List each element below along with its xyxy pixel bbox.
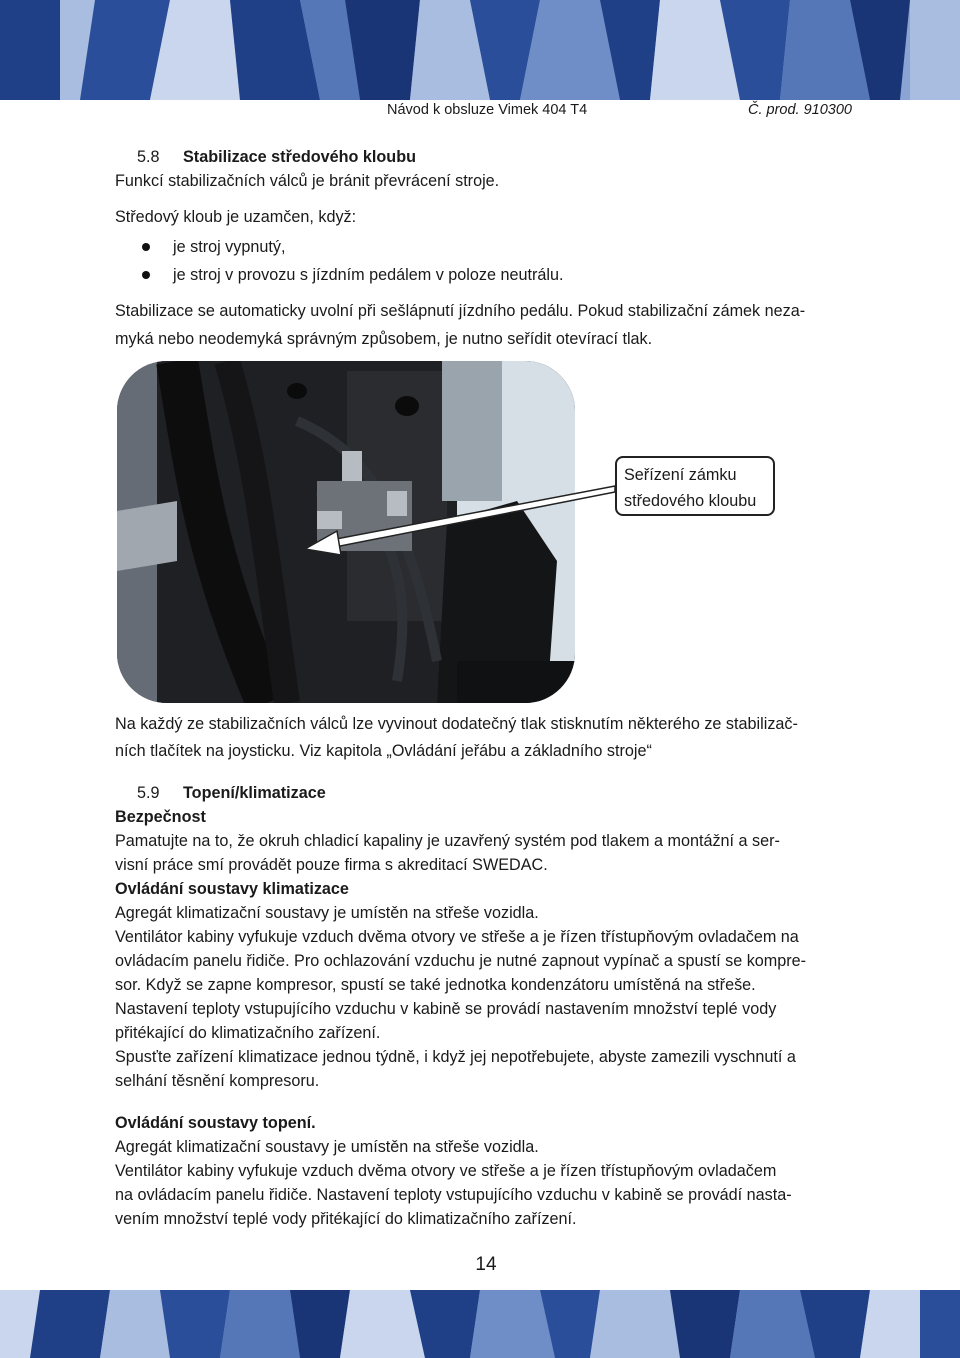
list-item: je stroj v provozu s jízdním pedálem v poloze neutrálu. (115, 261, 860, 289)
paragraph-line: ovládacím panelu řidiče. Pro ochlazování vzduchu je nutné zapnout vypínač a spustí se kompre- (115, 952, 807, 970)
paragraph-line: visní práce smí provádět pouze firma s akreditací SWEDAC. (115, 856, 548, 874)
page-header (0, 100, 852, 122)
paragraph-line: Pamatujte na to, že okruh chladicí kapaliny je uzavřený systém pod tlakem a montážní a ser- (115, 832, 780, 850)
footer-decoration (0, 1290, 960, 1358)
paragraph-line: sor. Když se zapne kompresor, spustí se také jednotka kondenzátoru umístěná na střeše. (115, 976, 756, 994)
paragraph-line: vením množství teplé vody přitékající do klimatizačního zařízení. (115, 1210, 577, 1228)
subheading-heating: Ovládání soustavy topení. (115, 1114, 316, 1132)
header-decoration (0, 0, 960, 100)
paragraph-line: Na každý ze stabilizačních válců lze vyvinout dodatečný tlak stisknutím některého ze stabilizač- (115, 715, 798, 733)
paragraph-line: Stabilizace se automaticky uvolní při sešlápnutí jízdního pedálu. Pokud stabilizační zámek neza- (115, 302, 806, 320)
paragraph-line: přitékající do klimatizačního zařízení. (115, 1024, 381, 1042)
subheading-ac: Ovládání soustavy klimatizace (115, 880, 349, 898)
paragraph-line: myká nebo neodemyká správným způsobem, je nutno seřídit otevírací tlak. (115, 330, 653, 348)
paragraph-line: Nastavení teploty vstupujícího vzduchu v kabině se provádí nastavením množství teplé vody (115, 1000, 777, 1018)
page-number: 14 (475, 1254, 497, 1275)
paragraph-line: Ventilátor kabiny vyfukuje vzduch dvěma otvory ve střeše a je řízen třístupňovým ovladačem (115, 1162, 777, 1180)
paragraph-line: Agregát klimatizační soustavy je umístěn na střeše vozidla. (115, 904, 539, 922)
subheading-safety: Bezpečnost (115, 808, 206, 826)
manual-title: Návod k obsluze Vimek 404 T4 (387, 102, 588, 118)
product-number: Č. prod. 910300 (748, 102, 852, 118)
callout-box: Seřízení zámku středového kloubu (615, 456, 775, 516)
paragraph-line: na ovládacím panelu řidiče. Nastavení teploty vstupujícího vzduchu v kabině se provádí nasta- (115, 1186, 792, 1204)
paragraph: Středový kloub je uzamčen, když: (115, 208, 357, 226)
paragraph-line: selhání těsnění kompresoru. (115, 1072, 320, 1090)
section-5-9-heading: 5.9 Topení/klimatizace (137, 784, 326, 802)
paragraph-line: Ventilátor kabiny vyfukuje vzduch dvěma otvory ve střeše a je řízen třístupňovým ovladačem na (115, 928, 799, 946)
list-item: je stroj vypnutý, (115, 233, 860, 261)
paragraph: Funkcí stabilizačních válců je bránit převrácení stroje. (115, 172, 500, 190)
bullet-list (115, 233, 860, 289)
photo-figure (115, 361, 860, 711)
page-content (115, 145, 860, 1231)
paragraph-line: Spusťte zařízení klimatizace jednou týdně, i když jej nepotřebujete, abyste zamezili vyschnutí a (115, 1048, 796, 1066)
paragraph-line: Agregát klimatizační soustavy je umístěn na střeše vozidla. (115, 1138, 539, 1156)
paragraph-line: ních tlačítek na joysticku. Viz kapitola „Ovládání jeřábu a základního stroje“ (115, 742, 652, 760)
section-5-8-heading: 5.8 Stabilizace středového kloubu (137, 148, 416, 166)
